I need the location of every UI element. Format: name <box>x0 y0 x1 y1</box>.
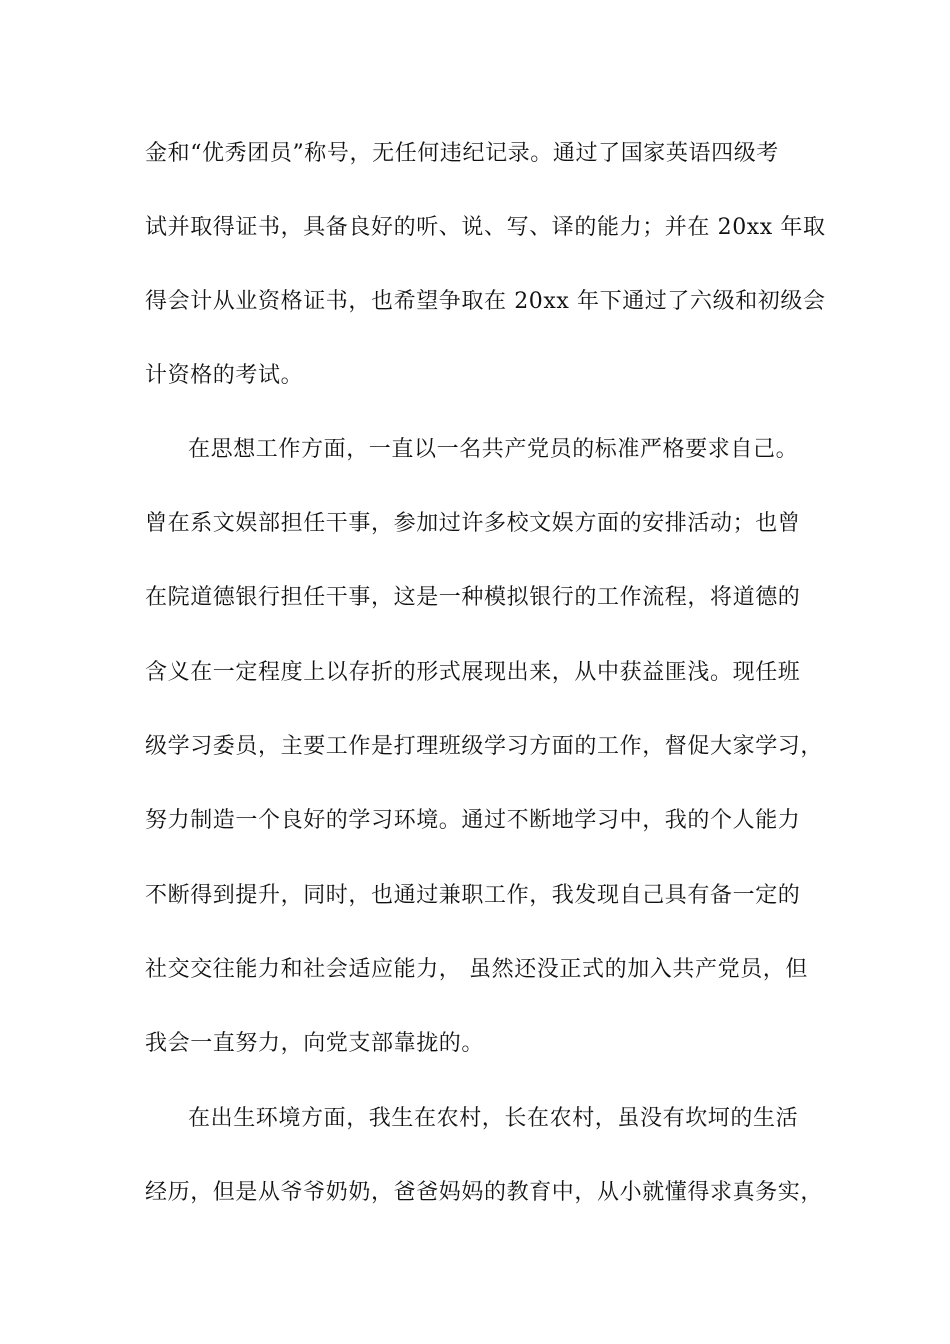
text-line: 计资格的考试。 <box>145 363 304 388</box>
text-line: 我会一直努力，向党支部靠拢的。 <box>145 1031 485 1056</box>
text-line: 社交交往能力和社会适应能力， 虽然还没正式的加入共产党员，但 <box>145 957 808 982</box>
paragraph-first-line: 在思想工作方面，一直以一名共产党员的标准严格要求自己。 <box>188 437 799 462</box>
text-line: 不断得到提升，同时，也通过兼职工作，我发现自己具有备一定的 <box>145 883 801 908</box>
text-line: 在院道德银行担任干事，这是一种模拟银行的工作流程，将道德的 <box>145 585 801 610</box>
text-line: 经历，但是从爷爷奶奶，爸爸妈妈的教育中，从小就懂得求真务实， <box>145 1180 824 1205</box>
text-line: 曾在系文娱部担任干事，参加过许多校文娱方面的安排活动；也曾 <box>145 511 801 536</box>
text-line: 试并取得证书，具备良好的听、说、写、译的能力；并在 20xx 年取 <box>145 215 826 240</box>
text-line: 得会计从业资格证书，也希望争取在 20xx 年下通过了六级和初级会 <box>145 289 826 314</box>
paragraph-first-line: 在出生环境方面，我生在农村，长在农村，虽没有坎坷的生活 <box>188 1106 799 1131</box>
text-line: 努力制造一个良好的学习环境。通过不断地学习中，我的个人能力 <box>145 808 801 833</box>
text-line: 含义在一定程度上以存折的形式展现出来，从中获益匪浅。现任班 <box>145 660 801 685</box>
text-line: 级学习委员，主要工作是打理班级学习方面的工作，督促大家学习， <box>145 734 824 759</box>
text-line: 金和“优秀团员”称号，无任何违纪记录。通过了国家英语四级考 <box>145 141 779 166</box>
